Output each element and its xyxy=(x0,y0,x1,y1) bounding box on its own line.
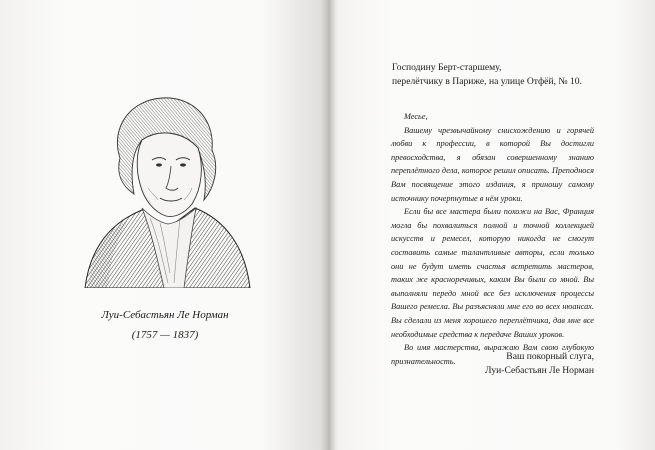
letter-paragraph: Если бы все мастера были похожи на Вас, Франция могла бы похвалиться полной и точной коллекцией искусств и ремесел, которую никогда не смогут составить самые талантливые авторы, если только они не будут иметь счастья встретить мастеров, таких же красноречивых, каким Вы были со мной. Вы выполняли передо мной все без исключения процессы Вашего ремесла. Вы разъясняли мне его во всех нюансах. Вы сделали из меня хорошего переплётчика, дав мне все необходимые средства к передаче Ваших уроков. xyxy=(391,207,594,339)
letter-paragraph: Во имя мастерства, выражаю Вам свою глубокую признательность. xyxy=(391,343,594,366)
dedication-letter xyxy=(391,110,594,368)
letter-greeting: Месье, xyxy=(404,112,428,121)
letter-paragraph: Вашему чрезвычайному снисхождению и горячей любви к профессии, в которой Вы достигли превосходства, я обязан совершенному знанию переплётного дела, которое решил описать. Преподнося Вам посвящение этого издания, я приношу самому источнику почерпнутые в нём уроки. xyxy=(391,125,594,203)
portrait-caption-years: (1757 — 1837) xyxy=(131,329,199,341)
address-line: Господину Берт-старшему, xyxy=(392,62,502,73)
engraved-portrait-icon xyxy=(80,88,255,288)
portrait-caption-name: Луи-Себастьян Ле Норман xyxy=(101,309,229,321)
letter-signature xyxy=(460,350,594,378)
dedication-address xyxy=(392,61,622,89)
signature-line: Луи-Себастьян Ле Норман xyxy=(485,365,594,376)
book-gutter xyxy=(320,0,336,450)
left-page xyxy=(0,0,327,450)
signature-line: Ваш покорный слуга, xyxy=(506,351,594,362)
address-line: перелётчику в Париже, на улице Отфёй, № 10. xyxy=(392,76,582,87)
